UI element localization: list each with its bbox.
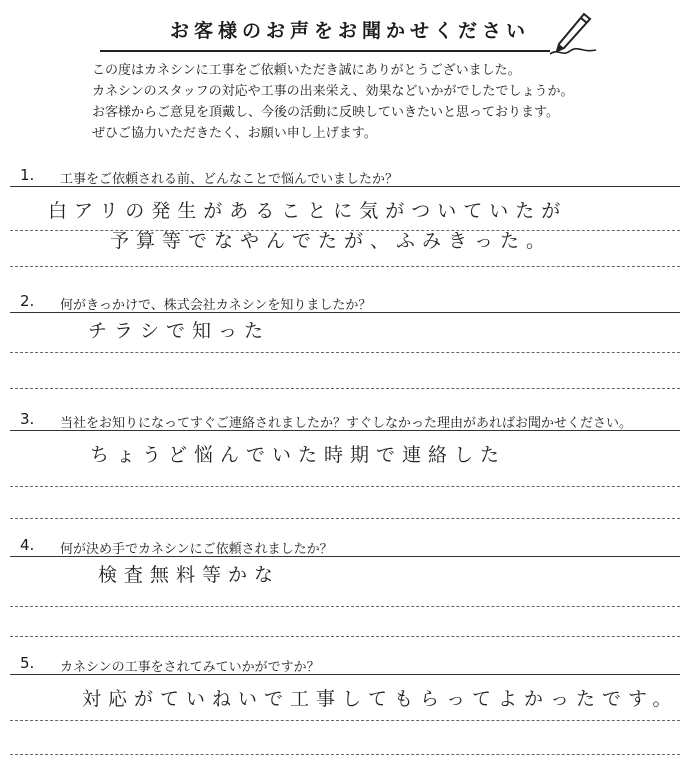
question-number: 4. bbox=[20, 536, 35, 554]
intro-text bbox=[92, 60, 692, 144]
intro-line: この度はカネシンに工事をご依頼いただき誠にありがとうございました。 bbox=[92, 63, 521, 78]
answer-line bbox=[10, 486, 680, 487]
handwritten-answer: チラシで知った bbox=[88, 320, 271, 342]
question-text: カネシンの工事をされてみていかがですか？ bbox=[60, 660, 320, 675]
question-number: 3. bbox=[20, 410, 35, 428]
question-underline bbox=[10, 312, 680, 313]
answer-line bbox=[10, 518, 680, 519]
intro-line: お客様からご意見を頂戴し、今後の活動に反映していきたいと思っております。 bbox=[92, 105, 559, 120]
handwritten-answer: 対応がていねいで工事してもらってよかったです。 bbox=[82, 688, 679, 710]
question-underline bbox=[10, 430, 680, 431]
question-number: 5. bbox=[20, 654, 35, 672]
question-text: 工事をご依頼される前、どんなことで悩んでいましたか？ bbox=[60, 172, 399, 187]
question-number: 1. bbox=[20, 166, 35, 184]
question-text: 何がきっかけで、株式会社カネシンを知りましたか？ bbox=[60, 298, 372, 313]
question-number: 2. bbox=[20, 292, 35, 310]
answer-line bbox=[10, 388, 680, 389]
page-title: お客様のお声をお聞かせください bbox=[169, 20, 530, 42]
answer-line bbox=[10, 606, 680, 607]
answer-line bbox=[10, 754, 680, 755]
answer-line bbox=[10, 266, 680, 267]
intro-line: カネシンのスタッフの対応や工事の出来栄え、効果などいかがでしたでしょうか。 bbox=[92, 84, 574, 99]
question-underline bbox=[10, 556, 680, 557]
intro-line: ぜひご協力いただきたく、お願い申し上げます。 bbox=[92, 126, 377, 141]
handwritten-answer: 予算等でなやんでたが、ふみきった。 bbox=[110, 230, 553, 252]
handwritten-answer: 白アリの発生があることに気がついていたが bbox=[48, 200, 568, 222]
question-underline bbox=[10, 674, 680, 675]
answer-line bbox=[10, 720, 680, 721]
handwritten-answer: ちょうど悩んでいた時期で連絡した bbox=[90, 444, 507, 466]
answer-line bbox=[10, 636, 680, 637]
question-underline bbox=[10, 186, 680, 187]
pen-icon bbox=[548, 10, 598, 58]
title-underline bbox=[100, 50, 550, 52]
answer-line bbox=[10, 352, 680, 353]
question-text: 何が決め手でカネシンにご依頼されましたか？ bbox=[60, 542, 333, 557]
handwritten-answer: 検査無料等かな bbox=[98, 564, 281, 586]
question-text: 当社をお知りになってすぐご連絡されましたか？すぐしなかった理由があればお聞かせください。 bbox=[60, 416, 633, 431]
